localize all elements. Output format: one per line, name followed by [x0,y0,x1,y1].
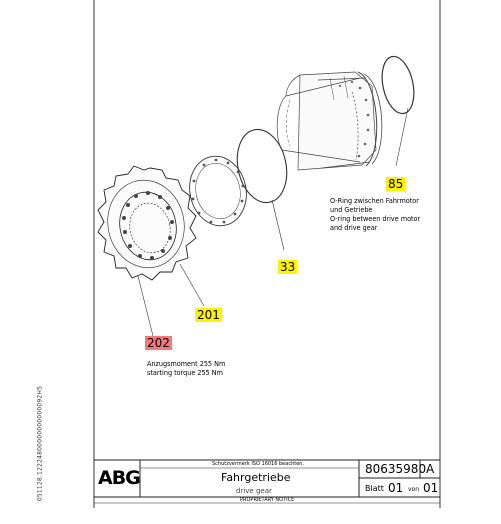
callout-85: 85 [388,177,404,191]
leader-202 [138,276,153,336]
sheet-number: 01 [388,481,404,495]
drawing-number: 80635980 [365,462,427,476]
side-document-code: 051128.12224800000000000092H5 [36,385,44,502]
of-label: von [408,486,420,493]
sprocket-202 [98,166,196,280]
torque-note-en: starting torque 255 Nm [147,368,223,377]
drawing-title-en: drive gear [236,487,272,495]
leader-33 [272,200,284,250]
torque-note-de: Anzugsmoment 255 Nm [147,359,226,368]
abg-logo: ABG [98,467,140,489]
o-ring-note-de-2: und Getriebe [330,205,373,214]
proprietary-notice: PROPRIETARY NOTICE [240,497,295,503]
o-ring-note-en-1: O-ring between drive motor [330,214,421,223]
o-ring-note-en-2: and drive gear [330,223,378,232]
callout-202: 202 [147,336,170,350]
revision-letter: A [426,462,435,476]
sheet-total: 01 [423,481,439,495]
drive-motor-housing [277,72,382,170]
callout-201: 201 [197,308,220,322]
o-ring-note-de-1: O-Ring zwischen Fahrmotor [330,196,419,205]
leader-201 [180,264,204,306]
sheet-label: Blatt [365,484,384,493]
leader-85 [396,108,408,166]
drawing-title-de: Fahrgetriebe [221,471,291,484]
protection-note: Schutzvermerk ISO 16016 beachten. [212,461,305,467]
o-ring-85 [377,54,418,117]
callout-33: 33 [280,260,296,274]
